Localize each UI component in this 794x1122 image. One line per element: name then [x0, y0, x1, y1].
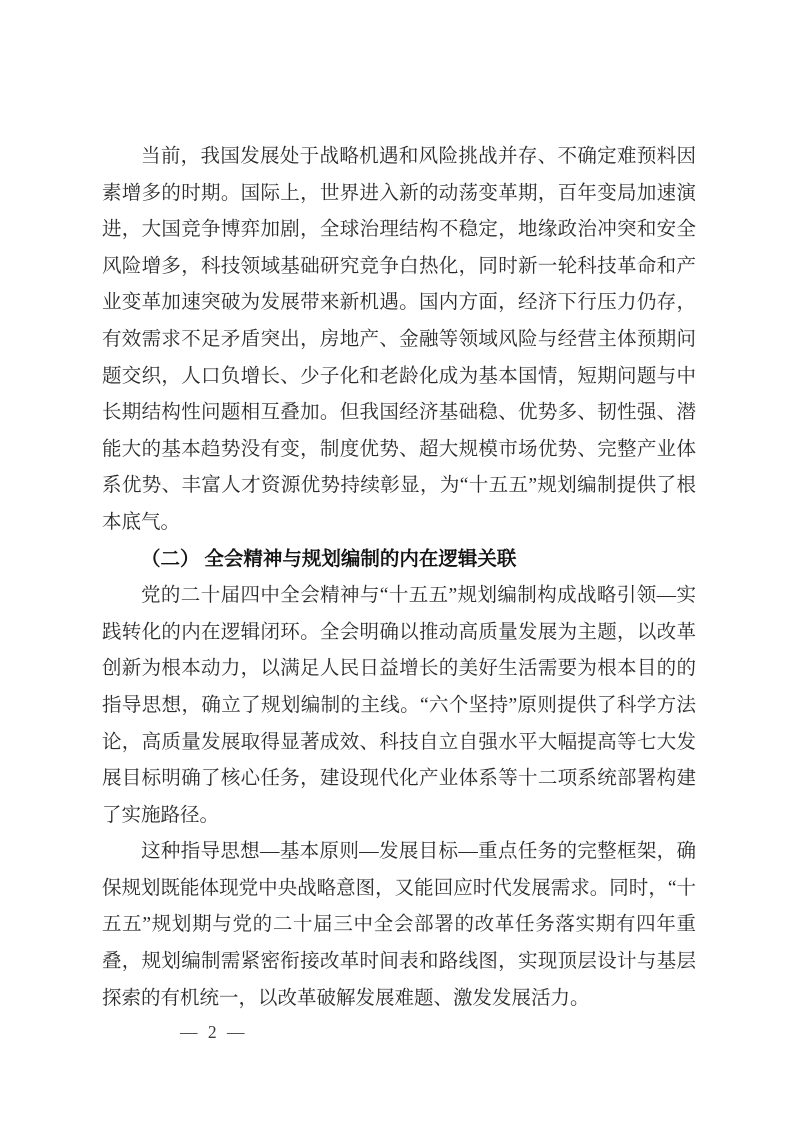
page-number: — 2 —: [180, 1022, 248, 1042]
section-heading: （二） 全会精神与规划编制的内在逻辑关联: [141, 548, 517, 570]
paragraph-framework: 这种指导思想—基本原则—发展目标—重点任务的完整框架，确保规划既能体现党中央战略意图，又能回应时代发展需求。同时，“十五五”规划期与党的二十届三中全会部署的改革任务落实期有四年重叠，规划编制需紧密衔接改革时间表和路线图，实现顶层设计与基层探索的有机统一，以改革破解发展难题、激发发展活力。: [102, 841, 696, 1009]
paragraph-current-situation: 当前，我国发展处于战略机遇和风险挑战并存、不确定难预料因素增多的时期。国际上，世界进入新的动荡变革期，百年变局加速演进，大国竞争博弈加剧，全球治理结构不稳定，地缘政治冲突和安全风险增多，科技领域基础研究竞争白热化，同时新一轮科技革命和产业变革加速突破为发展带来新机遇。国内方面，经济下行压力仍存，有效需求不足矛盾突出，房地产、金融等领域风险与经营主体预期问题交织，人口负增长、少子化和老龄化成为基本国情，短期问题与中长期结构性问题相互叠加。但我国经济基础稳、优势多、韧性强、潜能大的基本趋势没有变，制度优势、超大规模市场优势、完整产业体系优势、丰富人才资源优势持续彰显，为“十五五”规划编制提供了根本底气。: [102, 146, 696, 533]
paragraph-plenum-logic: 党的二十届四中全会精神与“十五五”规划编制构成战略引领—实践转化的内在逻辑闭环。全会明确以推动高质量发展为主题，以改革创新为根本动力，以满足人民日益增长的美好生活需要为根本目的的指导思想，确立了规划编制的主线。“六个坚持”原则提供了科学方法论，高质量发展取得显著成效、科技自立自强水平大幅提高等七大发展目标明确了核心任务，建设现代化产业体系等十二项系统部署构建了实施路径。: [102, 585, 696, 826]
text-block: [102, 139, 696, 1017]
